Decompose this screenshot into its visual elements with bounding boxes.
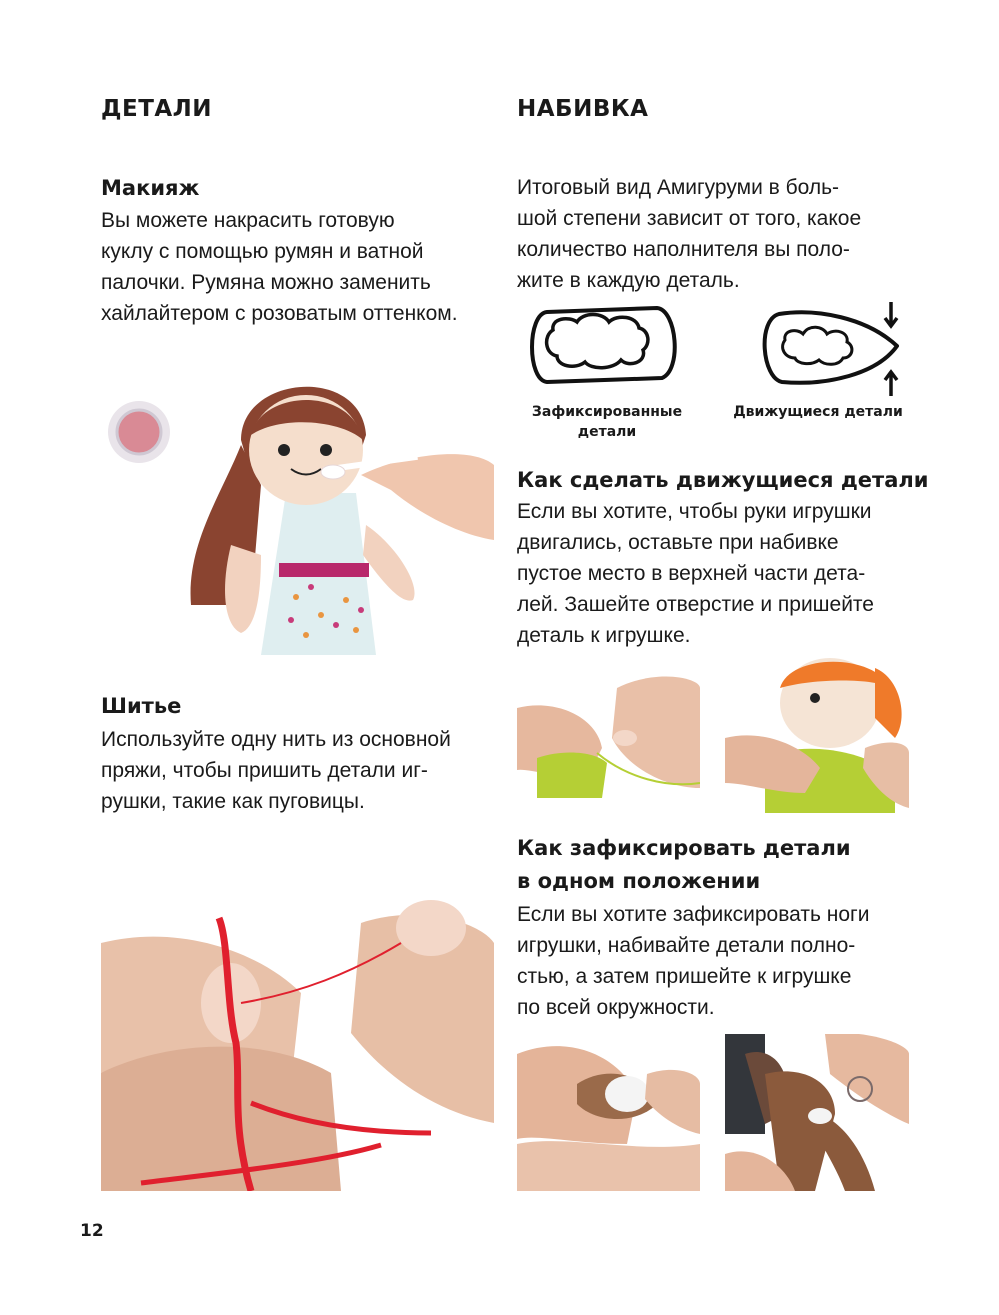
fixed-part-icon (532, 308, 675, 382)
stuffing-leg-photo (517, 1034, 700, 1191)
caption-line: детали (577, 424, 637, 440)
text-line: Если вы хотите зафиксировать ноги (517, 903, 870, 926)
stuffing-diagram (517, 300, 909, 445)
text-line: пряжи, чтобы пришить детали иг- (101, 759, 428, 782)
text-line: шой степени зависит от того, какое (517, 207, 862, 230)
text-line: Используйте одну нить из основной (101, 728, 451, 751)
caption-line: Зафиксированные (531, 404, 683, 420)
sewing-hands-photo (101, 883, 494, 1191)
text-line: палочки. Румяна можно заменить (101, 271, 431, 294)
fixed-parts-caption (517, 402, 697, 442)
text-line: куклу с помощью румян и ватной (101, 240, 424, 263)
title-line: Как зафиксировать детали (517, 836, 851, 860)
doll-leg-sewing-photo (725, 1034, 909, 1191)
text-line: количество наполнителя вы поло- (517, 238, 850, 261)
sewing-title: Шитье (101, 694, 182, 718)
stuffing-intro (517, 172, 861, 296)
section-heading-stuffing: НАБИВКА (517, 96, 649, 122)
moving-parts-title: Как сделать движущиеся детали (517, 468, 929, 492)
text-line: по всей окружности. (517, 996, 715, 1019)
stuffing-arm-photo (517, 658, 700, 813)
page-number: 12 (80, 1221, 104, 1241)
makeup-title: Макияж (101, 176, 200, 200)
text-line: хайлайтером с розоватым оттенком. (101, 302, 458, 325)
section-heading-details: ДЕТАЛИ (101, 96, 213, 122)
text-line: рушки, такие как пуговицы. (101, 790, 365, 813)
fixed-parts-title (517, 832, 851, 898)
moving-parts-caption: Движущиеся детали (733, 404, 903, 420)
doll-makeup-photo (101, 365, 494, 658)
text-line: пустое место в верхней части дета- (517, 562, 866, 585)
moving-parts-text (517, 496, 874, 651)
text-line: лей. Зашейте отверстие и пришейте (517, 593, 874, 616)
doll-arm-sewing-photo (725, 658, 909, 813)
moving-part-icon (765, 302, 897, 396)
text-line: Итоговый вид Амигуруми в боль- (517, 176, 840, 199)
text-line: игрушки, набивайте детали полно- (517, 934, 856, 957)
text-line: Если вы хотите, чтобы руки игрушки (517, 500, 872, 523)
sewing-text (101, 724, 451, 817)
text-line: жите в каждую деталь. (517, 269, 740, 292)
text-line: Вы можете накрасить готовую (101, 209, 395, 232)
makeup-text (101, 205, 458, 329)
text-line: стью, а затем пришейте к игрушке (517, 965, 852, 988)
title-line: в одном положении (517, 869, 761, 893)
text-line: деталь к игрушке. (517, 624, 691, 647)
text-line: двигались, оставьте при набивке (517, 531, 839, 554)
fixed-parts-text (517, 899, 869, 1023)
